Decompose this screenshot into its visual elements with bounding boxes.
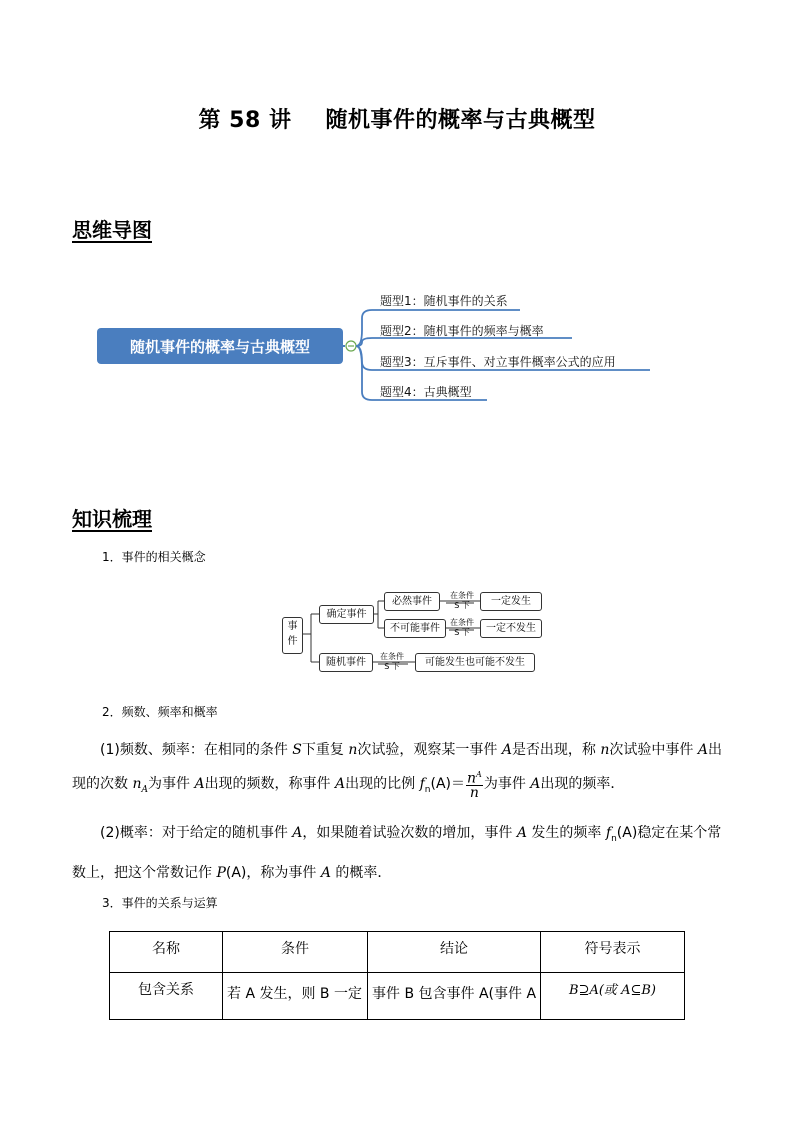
may-happen-box: 可能发生也可能不发生 <box>415 653 535 672</box>
subheading-1: 1．事件的相关概念 <box>102 550 206 564</box>
paragraph-frequency: (1)频数、频率：在相同的条件 S下重复 n次试验，观察某一事件 A是否出现，称 n次试验中事件 A出现的次数 $n_A$为事件 A出现的频数，称事件 A出现的比例 $f_n(A)=$ $\frac{n^A}{n}$ 为事件 A出现的频率． <box>72 742 722 802</box>
condition-label-2: 在条件 S 下 <box>450 618 474 637</box>
impossible-event-box: 不可能事件 <box>384 619 446 638</box>
condition-label-1: 在条件 S 下 <box>450 591 474 610</box>
table-cell-conclusion: 事件 B 包含事件 A(事件 A <box>368 973 541 1020</box>
mindmap-branch-1: 题型1：随机事件的关系 <box>380 294 508 308</box>
table-header-cell: 结论 <box>368 932 541 973</box>
subheading-2: 2．频数、频率和概率 <box>102 705 218 719</box>
knowledge-heading: 知识梳理 <box>72 507 152 531</box>
mindmap-root: 随机事件的概率与古典概型 <box>97 328 343 364</box>
lecture-number: 第 58 讲 <box>198 108 292 133</box>
table-cell-condition: 若 A 发生，则 B 一定 <box>223 973 368 1020</box>
mindmap-branch-4: 题型4：古典概型 <box>380 385 472 399</box>
certain-group-box: 确定事件 <box>319 605 374 624</box>
must-not-happen-box: 一定不发生 <box>480 619 542 638</box>
table-header-row <box>110 932 685 973</box>
random-event-box: 随机事件 <box>319 653 373 672</box>
table-header-cell: 符号表示 <box>541 932 685 973</box>
event-root-box: 事件 <box>282 617 303 654</box>
certain-event-box: 必然事件 <box>384 592 440 611</box>
table-cell-name: 包含关系 <box>110 973 223 1020</box>
mindmap-heading: 思维导图 <box>72 218 152 242</box>
lecture-topic: 随机事件的概率与古典概型 <box>325 108 596 133</box>
mindmap-branch-2: 题型2：随机事件的频率与概率 <box>380 324 544 338</box>
event-relations-table <box>109 931 685 1020</box>
paragraph-probability: (2)概率：对于给定的随机事件 A，如果随着试验次数的增加，事件 A 发生的频率 $f_n(A)$稳定在某个常数上，把这个常数记作 P(A)，称为事件 A 的概率． <box>72 825 722 881</box>
must-happen-box: 一定发生 <box>480 592 542 611</box>
table-cell-symbol: B⊇A(或 A⊆B) <box>541 973 685 1020</box>
frequency-fraction: $\frac{n^A}{n}$ <box>467 769 482 802</box>
table-row <box>110 973 685 1020</box>
condition-label-3: 在条件 S 下 <box>380 652 404 671</box>
table-header-cell: 名称 <box>110 932 223 973</box>
table-header-cell: 条件 <box>223 932 368 973</box>
mindmap-branch-3: 题型3：互斥事件、对立事件概率公式的应用 <box>380 355 616 369</box>
subheading-3: 3．事件的关系与运算 <box>102 896 218 910</box>
